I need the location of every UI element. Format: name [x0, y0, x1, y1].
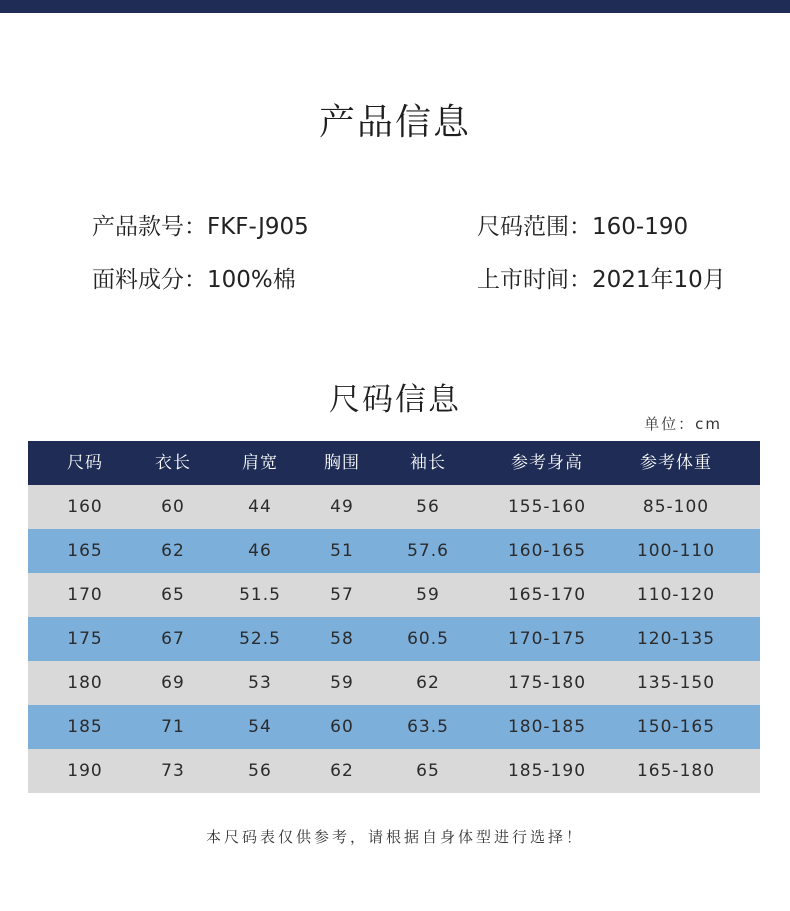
table-cell: 160-165	[507, 541, 587, 561]
size-info-heading: 尺码信息	[329, 382, 461, 418]
table-row	[28, 485, 760, 529]
column-header: 尺码	[67, 453, 103, 473]
size-table	[28, 441, 760, 793]
table-cell: 58	[330, 629, 354, 649]
table-cell: 56	[248, 761, 272, 781]
table-row	[28, 617, 760, 661]
table-cell: 59	[330, 673, 354, 693]
table-cell: 52.5	[239, 629, 281, 649]
table-cell: 110-120	[636, 585, 716, 605]
table-cell: 51	[330, 541, 354, 561]
table-cell: 60	[330, 717, 354, 737]
table-cell: 65	[161, 585, 185, 605]
info-value: 2021年10月	[592, 267, 726, 293]
table-cell: 180	[67, 673, 103, 693]
table-cell: 185-190	[507, 761, 587, 781]
table-cell: 60.5	[407, 629, 449, 649]
table-cell: 62	[161, 541, 185, 561]
unit-label: 单位：cm	[644, 415, 722, 433]
table-cell: 165	[67, 541, 103, 561]
column-header: 袖长	[410, 453, 446, 473]
table-row	[28, 529, 760, 573]
info-label: 产品款号：	[92, 214, 207, 240]
table-cell: 71	[161, 717, 185, 737]
table-cell: 46	[248, 541, 272, 561]
column-header: 肩宽	[242, 453, 278, 473]
table-cell: 155-160	[507, 497, 587, 517]
table-cell: 57.6	[407, 541, 449, 561]
column-header: 参考体重	[640, 453, 712, 473]
column-header: 衣长	[155, 453, 191, 473]
info-value: 100%棉	[207, 267, 296, 293]
table-row	[28, 661, 760, 705]
column-header: 胸围	[324, 453, 360, 473]
table-cell: 85-100	[642, 497, 710, 517]
table-cell: 54	[248, 717, 272, 737]
table-cell: 63.5	[407, 717, 449, 737]
table-cell: 57	[330, 585, 354, 605]
table-cell: 175-180	[507, 673, 587, 693]
table-cell: 165-170	[507, 585, 587, 605]
top-banner-bar	[0, 0, 790, 13]
table-cell: 160	[67, 497, 103, 517]
table-cell: 185	[67, 717, 103, 737]
table-cell: 135-150	[636, 673, 716, 693]
table-cell: 53	[248, 673, 272, 693]
table-cell: 120-135	[636, 629, 716, 649]
info-label: 面料成分：	[92, 267, 207, 293]
info-item-fabric	[92, 265, 296, 295]
table-cell: 165-180	[636, 761, 716, 781]
table-cell: 67	[161, 629, 185, 649]
info-item-size-range	[477, 212, 688, 242]
info-value: 160-190	[592, 214, 689, 240]
table-cell: 170-175	[507, 629, 587, 649]
table-cell: 49	[330, 497, 354, 517]
table-cell: 150-165	[636, 717, 716, 737]
table-cell: 100-110	[636, 541, 716, 561]
table-header-row	[28, 441, 760, 485]
table-cell: 170	[67, 585, 103, 605]
table-cell: 69	[161, 673, 185, 693]
table-cell: 44	[248, 497, 272, 517]
table-cell: 73	[161, 761, 185, 781]
info-item-style-number	[92, 212, 309, 242]
table-cell: 65	[416, 761, 440, 781]
table-cell: 60	[161, 497, 185, 517]
info-item-launch-date	[477, 265, 726, 295]
table-cell: 51.5	[239, 585, 281, 605]
table-row	[28, 749, 760, 793]
table-cell: 62	[416, 673, 440, 693]
table-row	[28, 573, 760, 617]
size-chart-disclaimer: 本尺码表仅供参考，请根据自身体型进行选择！	[205, 828, 584, 846]
table-cell: 59	[416, 585, 440, 605]
info-label: 尺码范围：	[477, 214, 592, 240]
info-value: FKF-J905	[207, 214, 309, 240]
column-header: 参考身高	[511, 453, 583, 473]
product-info-heading: 产品信息	[318, 102, 471, 143]
table-cell: 56	[416, 497, 440, 517]
table-cell: 190	[67, 761, 103, 781]
table-row	[28, 705, 760, 749]
info-label: 上市时间：	[477, 267, 592, 293]
table-cell: 62	[330, 761, 354, 781]
table-cell: 180-185	[507, 717, 587, 737]
table-cell: 175	[67, 629, 103, 649]
